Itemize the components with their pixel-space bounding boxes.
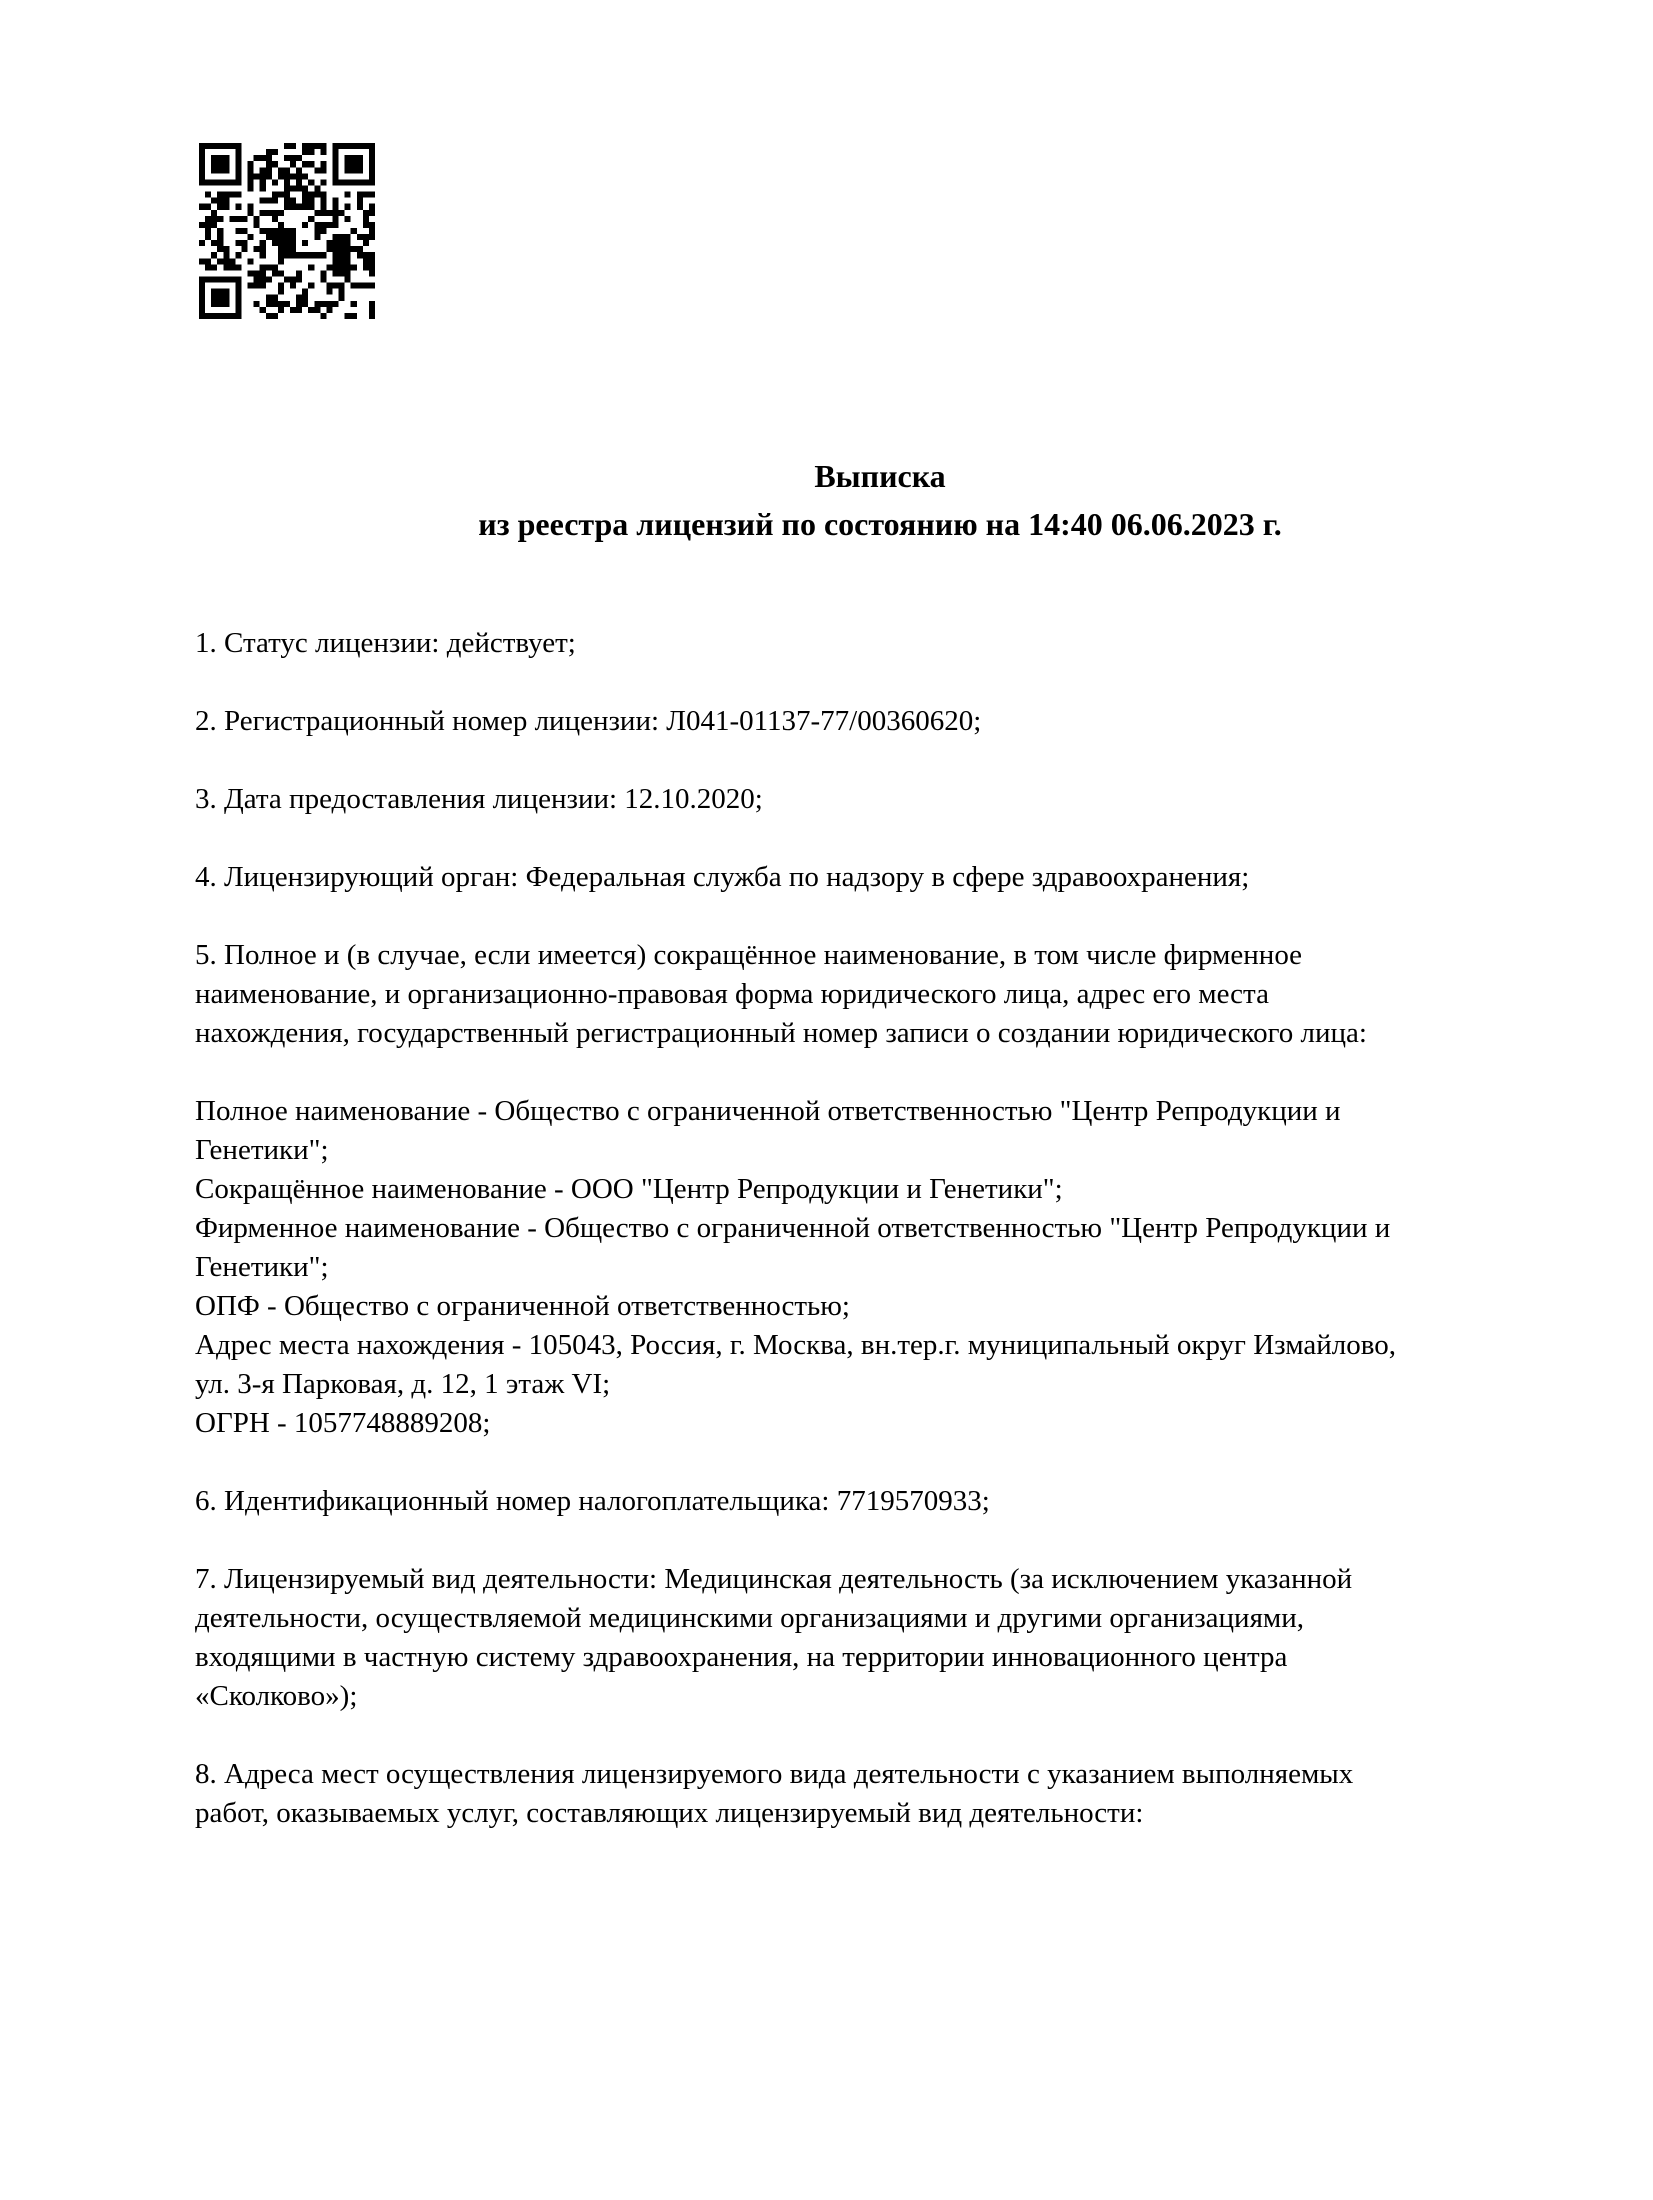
document-title <box>195 452 1565 548</box>
paragraph-6-line-5: Генетики"; <box>195 1251 329 1283</box>
paragraph-6-line-2: Генетики"; <box>195 1134 329 1166</box>
paragraph-2 <box>195 702 1565 741</box>
paragraph-3 <box>195 780 1565 819</box>
paragraph-6-line-9: ОГРН - 1057748889208; <box>195 1407 491 1439</box>
paragraph-5-line-2: наименование, и организационно-правовая форма юридического лица, адрес его места <box>195 978 1269 1010</box>
paragraph-5-line-3: нахождения, государственный регистрационный номер записи о создании юридического лица: <box>195 1017 1367 1049</box>
paragraph-6-line-1: Полное наименование - Общество с ограниченной ответственностью "Центр Репродукции и <box>195 1095 1341 1127</box>
paragraph-9-line-1: 8. Адреса мест осуществления лицензируемого вида деятельности с указанием выполняемых <box>195 1758 1354 1790</box>
document-body <box>195 624 1565 1833</box>
title-line-1: Выписка <box>814 458 946 494</box>
paragraph-1-line-1: 1. Статус лицензии: действует; <box>195 627 576 659</box>
document-content <box>195 0 1565 1872</box>
paragraph-8-line-1: 7. Лицензируемый вид деятельности: Медицинская деятельность (за исключением указанной <box>195 1563 1353 1595</box>
paragraph-5 <box>195 936 1565 1053</box>
paragraph-6-line-7: Адрес места нахождения - 105043, Россия, г. Москва, вн.тер.г. муниципальный округ Измайлово, <box>195 1329 1396 1361</box>
paragraph-2-line-1: 2. Регистрационный номер лицензии: Л041-01137-77/00360620; <box>195 705 982 737</box>
title-line-2: из реестра лицензий по состоянию на 14:40 06.06.2023 г. <box>478 506 1282 542</box>
paragraph-8-line-2: деятельности, осуществляемой медицинскими организациями и другими организациями, <box>195 1602 1305 1634</box>
paragraph-8-line-3: входящими в частную систему здравоохранения, на территории инновационного центра <box>195 1641 1288 1673</box>
paragraph-8 <box>195 1560 1565 1716</box>
paragraph-5-line-1: 5. Полное и (в случае, если имеется) сокращённое наименование, в том числе фирменное <box>195 939 1303 971</box>
paragraph-9 <box>195 1755 1565 1833</box>
paragraph-6-line-8: ул. 3-я Парковая, д. 12, 1 этаж VI; <box>195 1368 611 1400</box>
paragraph-3-line-1: 3. Дата предоставления лицензии: 12.10.2020; <box>195 783 763 815</box>
paragraph-6-line-6: ОПФ - Общество с ограниченной ответственностью; <box>195 1290 850 1322</box>
paragraph-6-line-3: Сокращённое наименование - ООО "Центр Репродукции и Генетики"; <box>195 1173 1063 1205</box>
paragraph-6-line-4: Фирменное наименование - Общество с ограниченной ответственностью "Центр Репродукции и <box>195 1212 1391 1244</box>
paragraph-8-line-4: «Сколково»); <box>195 1680 358 1712</box>
paragraph-4 <box>195 858 1565 897</box>
paragraph-9-line-2: работ, оказываемых услуг, составляющих лицензируемый вид деятельности: <box>195 1797 1144 1829</box>
paragraph-7-line-1: 6. Идентификационный номер налогоплательщика: 7719570933; <box>195 1485 990 1517</box>
paragraph-4-line-1: 4. Лицензирующий орган: Федеральная служба по надзору в сфере здравоохранения; <box>195 861 1250 893</box>
paragraph-7 <box>195 1482 1565 1521</box>
paragraph-6 <box>195 1092 1565 1443</box>
paragraph-1 <box>195 624 1565 663</box>
